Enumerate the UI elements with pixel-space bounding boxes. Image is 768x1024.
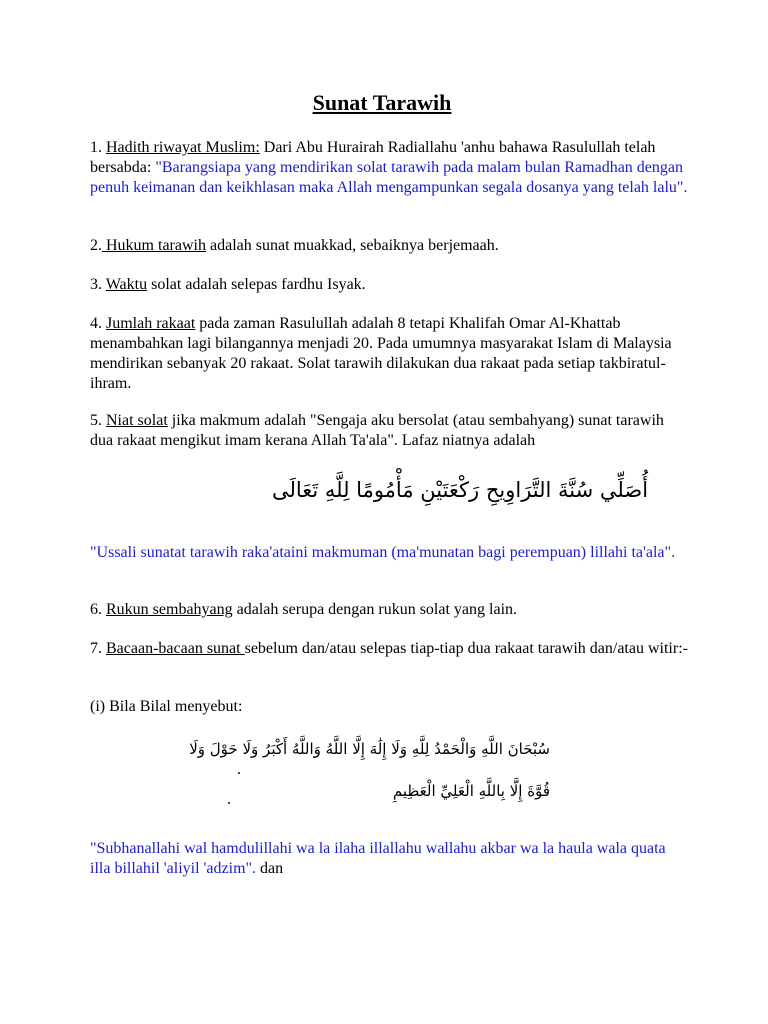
paragraph-7-heading: Bacaan-bacaan sunat [106,640,245,657]
paragraph-4-text: pada zaman Rasulullah adalah 8 tetapi Khalifah Omar Al-Khattab menambahkan lagi bilangannya menjadi 20. Pada umumnya masyarakat Islam di Malaysia mendirikan sebanyak 20 rakaat. Solat tarawih dilakukan dua rakaat pada setiap takbiratul-ihram. [90,315,672,392]
paragraph-2-text: adalah sunat muakkad, sebaiknya berjemaah. [205,237,499,254]
arabic-zikir-line-1: سُبْحَانَ اللَّهِ وَالْحَمْدُ لِلَّهِ وَلَا إِلَٰهَ إِلَّا اللَّهُ وَاللَّهُ أَكْبَرُ وَلَا حَوْلَ وَلَا [189,740,550,758]
paragraph-3-text: solat adalah selepas fardhu Isyak. [147,276,366,293]
paragraph-2-number: 2. [90,237,102,254]
paragraph-4 [90,314,690,394]
paragraph-1-text: Dari Abu Hurairah Radiallahu 'anhu bahawa Rasulullah telah bersabda: [90,139,656,176]
page-title: Sunat Tarawih [312,90,452,115]
paragraph-1-quote: "Barangsiapa yang mendirikan solat tarawih pada malam bulan Ramadhan dengan penuh keimanan dan keikhlasan maka Allah mengampunkan segala dosanya yang telah lalu". [90,159,688,196]
paragraph-5-transliteration: "Ussali sunatat tarawih raka'ataini makmuman (ma'munatan bagi perempuan) lillahi ta'ala". [90,544,676,561]
arabic-zikir-line-2: قُوَّةَ إِلَّا بِاللَّهِ الْعَلِيِّ الْعَظِيمِ [392,782,550,800]
scan-speck [228,802,230,804]
paragraph-5 [90,411,690,451]
paragraph-6-heading: Rukun sembahyang [106,601,233,618]
paragraph-5-number: 5. [90,412,106,429]
paragraph-7-text: sebelum dan/atau selepas tiap-tiap dua rakaat tarawih dan/atau witir:- [244,640,688,657]
paragraph-7 [90,639,690,659]
paragraph-7-transliteration: "Subhanallahi wal hamdulillahi wa la ilaha illallahu wallahu akbar wa la haula wala quata illa billahil 'aliyil 'adzim". [90,840,666,877]
paragraph-1-heading: Hadith riwayat Muslim: [106,139,260,156]
paragraph-3-heading: Waktu [105,276,148,293]
paragraph-3-number: 3. [90,276,106,293]
paragraph-4-number: 4. [90,315,106,332]
paragraph-7-item-i: (i) Bila Bilal menyebut: [90,698,243,715]
paragraph-6 [90,600,690,620]
arabic-niat-text: أُصَلِّي سُنَّةَ التَّرَاوِيحِ رَكْعَتَيْنِ مَأْمُومًا لِلَّهِ تَعَالَى [271,478,649,502]
paragraph-7-tail: dan [256,860,284,877]
paragraph-5-text: jika makmum adalah "Sengaja aku bersolat (atau sembahyang) sunat tarawih dua rakaat mengikut imam kerana Allah Ta'ala". Lafaz niatnya adalah [90,412,664,449]
paragraph-7-number: 7. [90,640,106,657]
scan-speck [238,772,240,774]
paragraph-6-number: 6. [90,601,106,618]
paragraph-2 [90,236,690,256]
paragraph-5-heading: Niat solat [106,412,168,429]
paragraph-1-number: 1. [90,139,106,156]
paragraph-2-heading: Hukum tarawih [102,237,206,254]
paragraph-3 [90,275,690,295]
paragraph-6-text: adalah serupa dengan rukun solat yang lain. [232,601,518,618]
paragraph-1 [90,138,690,198]
paragraph-7-transliteration-block [90,839,690,879]
paragraph-4-heading: Jumlah rakaat [106,315,196,332]
